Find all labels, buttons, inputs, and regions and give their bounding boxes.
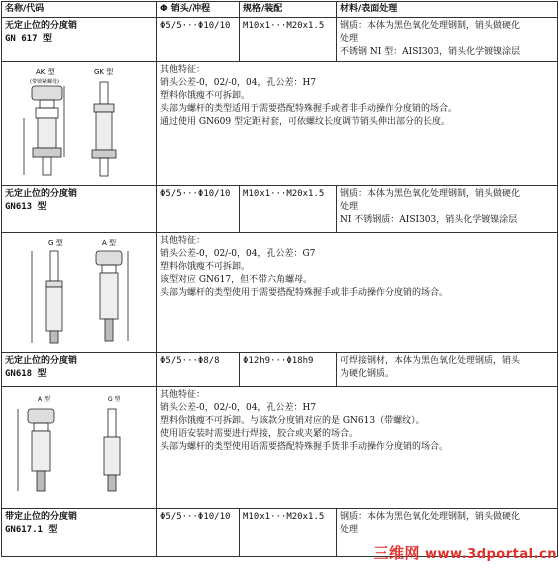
material-line: 钢质：本体为黑色氧化处理钢制，销头做硬化 (340, 512, 521, 522)
gn618-drawing (2, 387, 156, 507)
feature-line: 其他特征： (160, 236, 206, 246)
product-drawing-cell (2, 387, 157, 509)
figure-label-a-note: (带锁紧螺母) (30, 79, 59, 85)
feature-line: 销头公差-0，02/-0，04，孔公差：H7 (160, 78, 317, 88)
figure-label-b: G 型 (108, 396, 121, 403)
material-line: 处理 (340, 34, 359, 44)
header-name-code: 名称/代码 (2, 2, 157, 18)
pin-stroke: Φ5/5···Φ10/10 (157, 18, 240, 62)
material (337, 18, 558, 62)
material-line: 处理 (340, 525, 359, 535)
spec: M10x1···M20x1.5 (240, 186, 337, 233)
pin-drawing-a (18, 409, 54, 491)
watermark-url: www.3dportal.cn (425, 547, 557, 562)
header-spec-assembly: 规格/装配 (240, 2, 337, 18)
gn617-drawing (2, 62, 156, 184)
figure-label-b: GK 型 (94, 68, 114, 76)
product-drawing-cell (2, 62, 157, 186)
material-line: 为硬化钢质。 (340, 369, 395, 379)
watermark-cn: 三维网 (373, 544, 420, 562)
pin-drawing-a (96, 251, 128, 341)
product-name: 无定止位的分度销 (5, 21, 78, 31)
spec: Φ12h9···Φ18h9 (240, 353, 337, 387)
product-code: GN617.1 型 (5, 525, 58, 535)
figure-label-b: A 型 (102, 239, 117, 247)
product-name: 无定止位的分度销 (5, 356, 78, 366)
table-row (2, 387, 558, 509)
feature-description (157, 62, 558, 186)
figure-label-a: G 型 (48, 239, 63, 247)
header-material-surface: 材料/表面处理 (337, 2, 558, 18)
product-name: 无定止位的分度销 (5, 189, 78, 199)
material-line: 钢质：本体为黑色氧化处理钢制，销头做硬化 (340, 21, 521, 31)
feature-line: 头部为螺杆的类型使用于需要搭配特殊握手或非手动操作分度销的场合。 (160, 288, 449, 298)
header-pin-stroke: Φ 销头/冲程 (157, 2, 240, 18)
material-line: 不锈钢 NI 型：AISI303，销头化学镀镍涂层 (340, 47, 521, 57)
material-line: 可焊接钢材，本体为黑色氧化处理钢质，销头 (340, 356, 521, 366)
feature-line: 销头公差-0，02/-0，04，孔公差：H7 (160, 403, 317, 413)
product-drawing-cell (2, 233, 157, 353)
feature-line: 塑料你饿瘦不可拆卸。与该款分度销对应的是 GN613（带螺纹）。 (160, 416, 425, 426)
feature-line: 塑料你饿瘦不可拆卸。 (160, 262, 251, 272)
pin-stroke: Φ5/5···Φ10/10 (157, 186, 240, 233)
feature-description (157, 233, 558, 353)
feature-line: 该型对应 GN617，但不带六角螺母。 (160, 275, 313, 285)
figure-label-a: AK 型 (36, 68, 55, 76)
product-name: 带定止位的分度销 (5, 512, 78, 522)
table-row (2, 62, 558, 186)
feature-line: 其他特征： (160, 65, 206, 75)
feature-line: 头部为螺杆的类型使用语需要搭配特殊握手货非手动操作分度销的场合。 (160, 442, 449, 452)
table-row (2, 353, 558, 387)
feature-line: 头部为螺杆的类型适用于需要搭配特殊握手或者非手动操作分度销的场合。 (160, 104, 458, 114)
pin-stroke: Φ5/5···Φ10/10 (157, 509, 240, 557)
feature-line: 其他特征： (160, 390, 206, 400)
feature-description (157, 387, 558, 509)
feature-line: 塑料你饿瘦不可拆卸。 (160, 91, 251, 101)
material (337, 353, 558, 387)
product-code: GN618 型 (5, 369, 47, 379)
table-row (2, 186, 558, 233)
material-line: 处理 (340, 202, 359, 212)
feature-line: 通过使用 GN609 型定距衬套，可依螺纹长度调节销头伸出部分的长度。 (160, 117, 450, 127)
material-line: NI 不锈钢质：AISI303，销头化学镀镍涂层 (340, 215, 518, 225)
table-row (2, 233, 558, 353)
feature-line: 使用语安装时需要进行焊接，胶合或夹紧的场合。 (160, 429, 359, 439)
table-header-row (2, 2, 558, 18)
product-table (1, 1, 558, 557)
pin-stroke: Φ5/5···Φ8/8 (157, 353, 240, 387)
table-row (2, 18, 558, 62)
pin-drawing-g (104, 409, 120, 491)
feature-line: 销头公差-0，02/-0，04，孔公差：G7 (160, 249, 316, 259)
figure-label-a: A 型 (38, 396, 51, 403)
pin-drawing-g (32, 251, 62, 343)
watermark (373, 542, 557, 563)
material (337, 186, 558, 233)
product-code: GN613 型 (5, 202, 47, 212)
spec: M10x1···M20x1.5 (240, 18, 337, 62)
product-code: GN 617 型 (5, 34, 52, 44)
gn613-drawing (2, 233, 156, 351)
material-line: 钢质：本体为黑色氧化处理钢制，销头做硬化 (340, 189, 521, 199)
pin-drawing-ak (24, 86, 64, 175)
pin-drawing-gk (92, 82, 116, 176)
spec: M10x1···M20x1.5 (240, 509, 337, 557)
